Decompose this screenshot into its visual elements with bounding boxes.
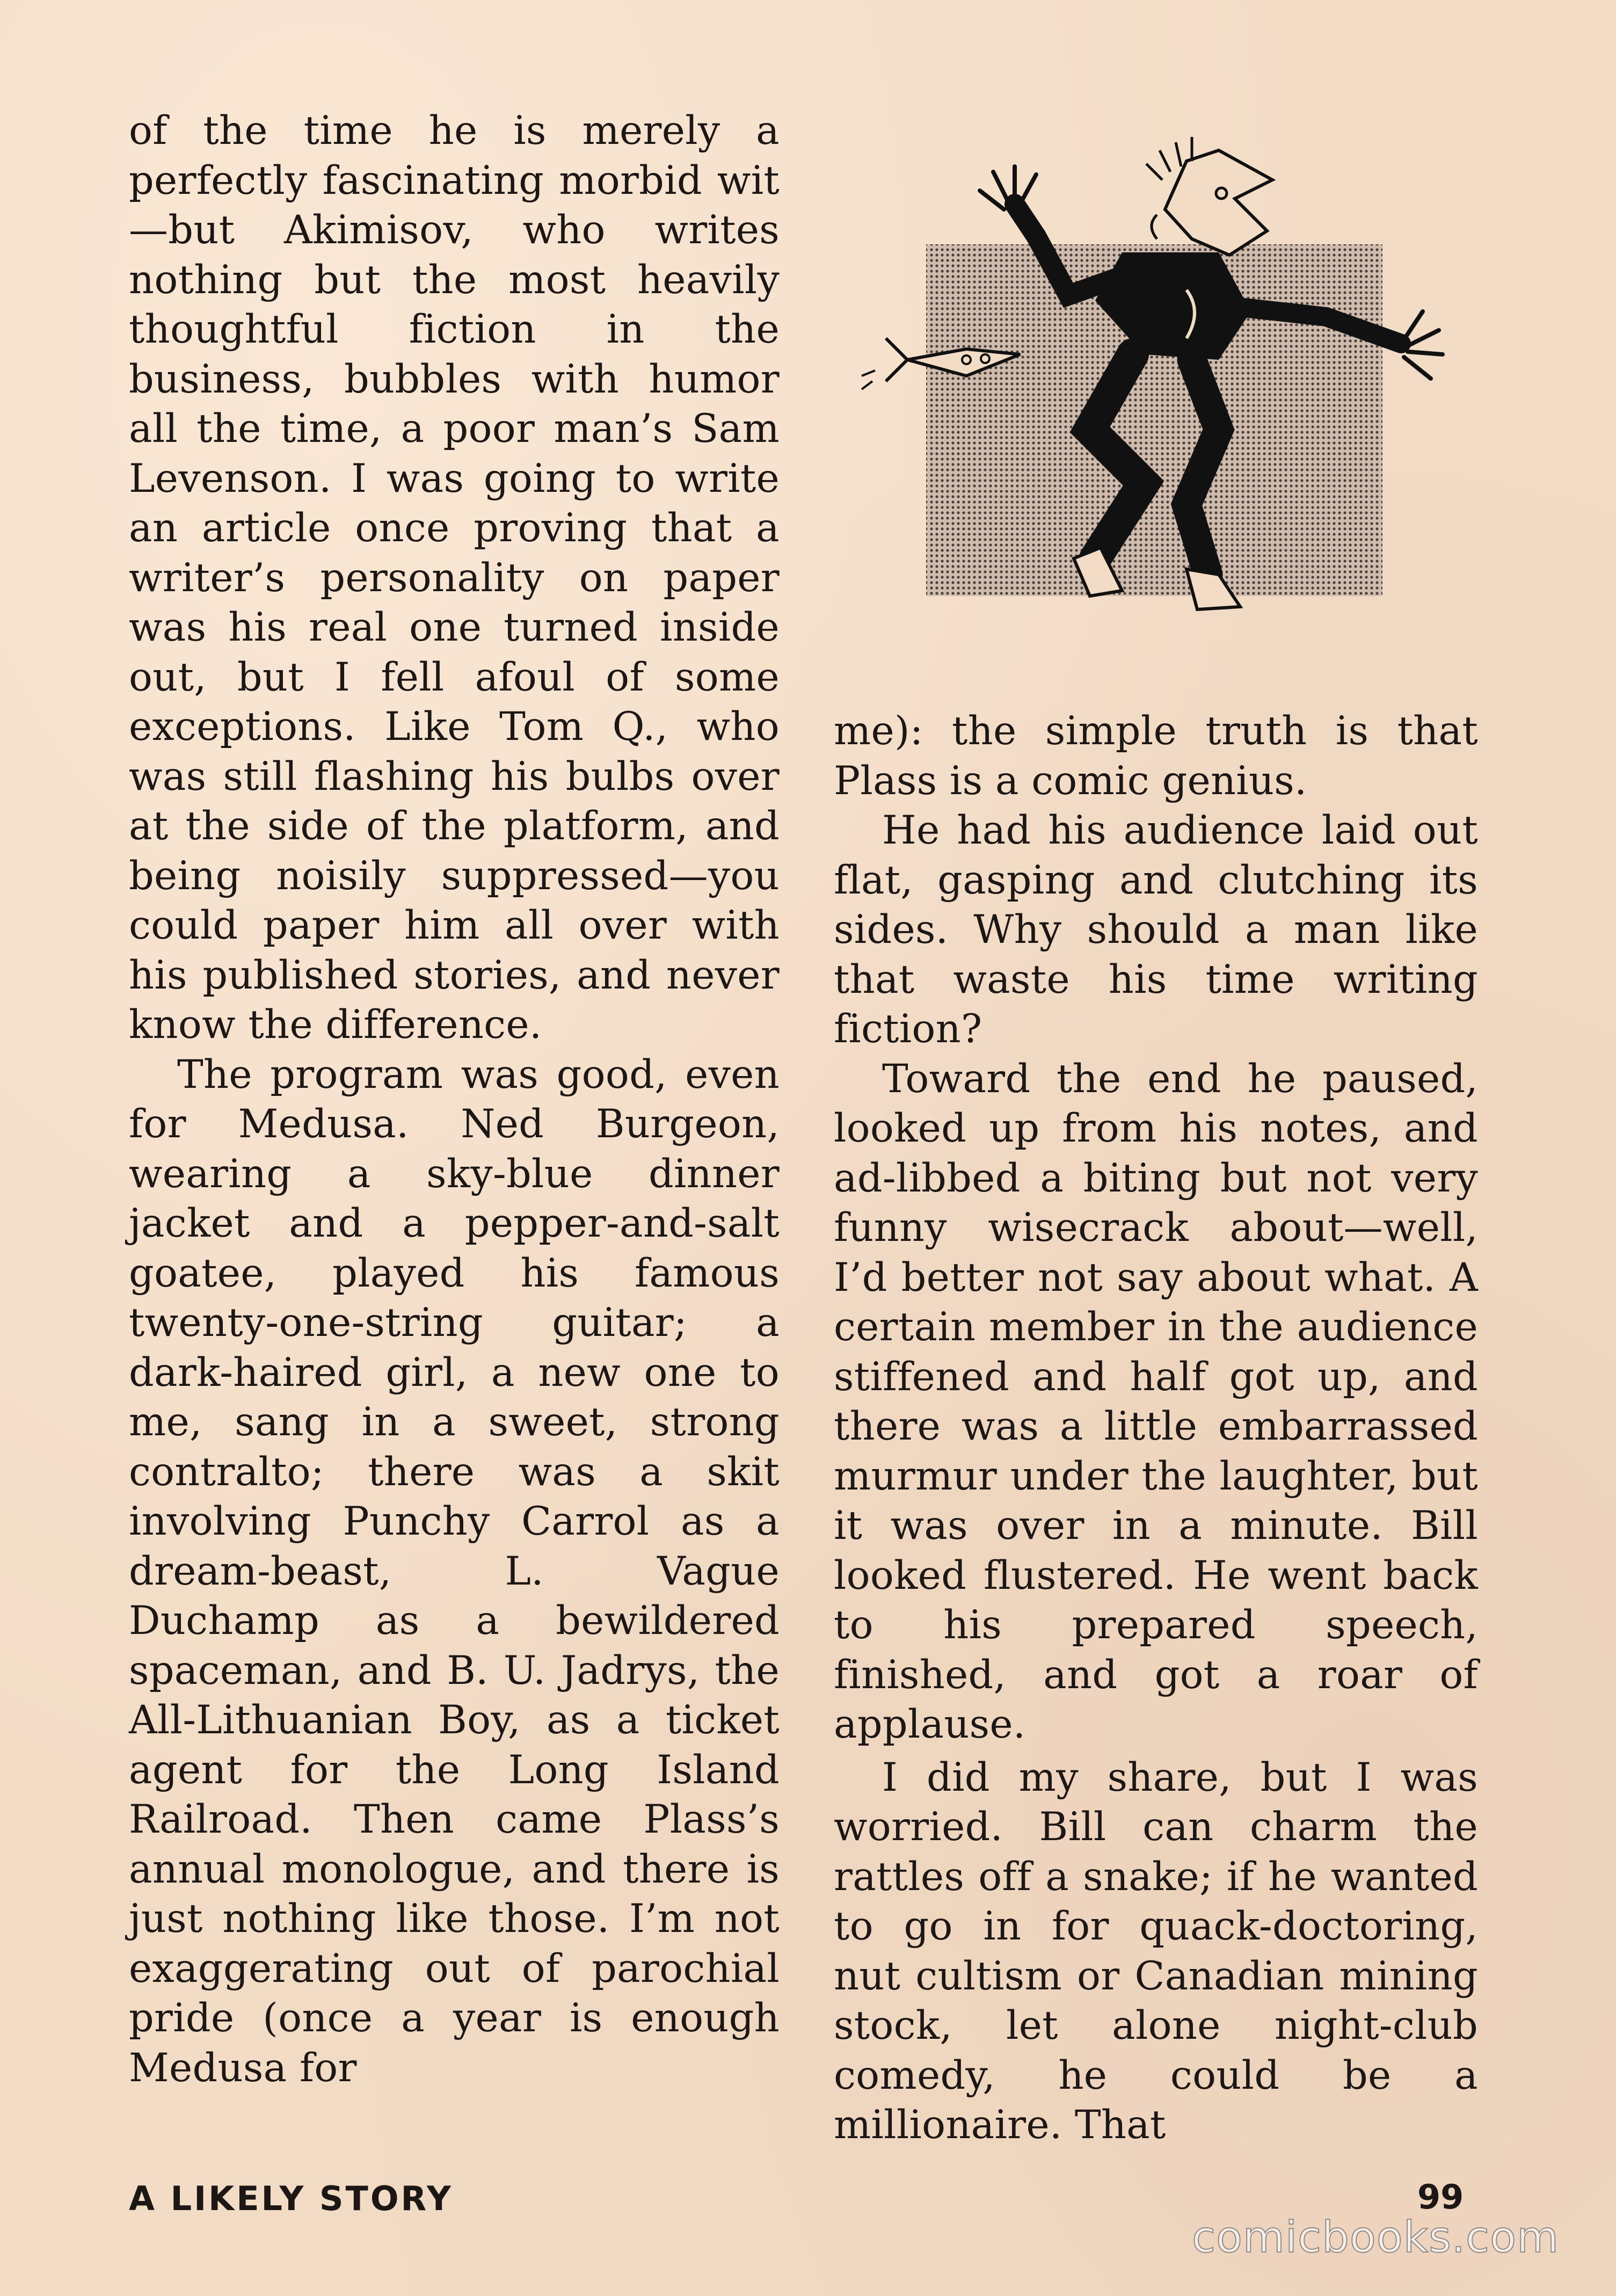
left-text-column xyxy=(129,106,780,2093)
paragraph: He had his audience laid out flat, gasping and clutching its sides. Why should a man like that waste his time writing fiction? xyxy=(834,808,1478,1052)
right-text-column xyxy=(834,707,1478,2150)
paragraph: I did my share, but I was worried. Bill can charm the rattles off a snake; if he wanted to go in for quack-doctoring, nut cultism or Canadian mining stock, let alone night-club comedy, he could be a millionaire. That xyxy=(834,1754,1478,2148)
running-footer-title: A LIKELY STORY xyxy=(129,2179,453,2218)
dancing-man-illustration xyxy=(843,129,1487,666)
paragraph: Toward the end he paused, looked up from his notes, and ad-libbed a biting but not very funny wisecrack about—well, I’d better not say about what. A certain member in the audience stiffened and half got up, and there was a little embarrassed murmur under the laughter, but it was over in a minute. Bill looked flustered. He went back to his prepared speech, finished, and got a roar of applause. xyxy=(834,1056,1478,1747)
paragraph: The program was good, even for Medusa. Ned Burgeon, wearing a sky-blue dinner jacket and a pepper-and-salt goatee, played his famous twenty-one-string guitar; a dark-haired girl, a new one to me, sang in a sweet, strong contralto; there was a skit involving Punchy Carrol as a dream-beast, L. Vague Duchamp as a bewildered spaceman, and B. U. Jadrys, the All-Lithuanian Boy, as a ticket agent for the Long Island Railroad. Then came Plass’s annual monologue, and there is just nothing like those. I’m not exaggerating out of parochial pride (once a year is enough Medusa for xyxy=(129,1051,780,2091)
paragraph: of the time he is merely a perfectly fascinating morbid wit—but Akimisov, who writes nothing but the most heavily thoughtful fiction in the business, bubbles with humor all the time, a poor man’s Sam Levenson. I was going to write an article once proving that a writer’s personality on paper was his real one turned inside out, but I fell afoul of some exceptions. Like Tom Q., who was still flashing his bulbs over at the side of the platform, and being noisily suppressed—you could paper him all over with his published stories, and never know the difference. xyxy=(129,108,780,1048)
watermark: comicbooks.com xyxy=(1192,2212,1560,2262)
paragraph: me): the simple truth is that Plass is a comic genius. xyxy=(834,708,1478,804)
page-number: 99 xyxy=(1417,2177,1464,2217)
